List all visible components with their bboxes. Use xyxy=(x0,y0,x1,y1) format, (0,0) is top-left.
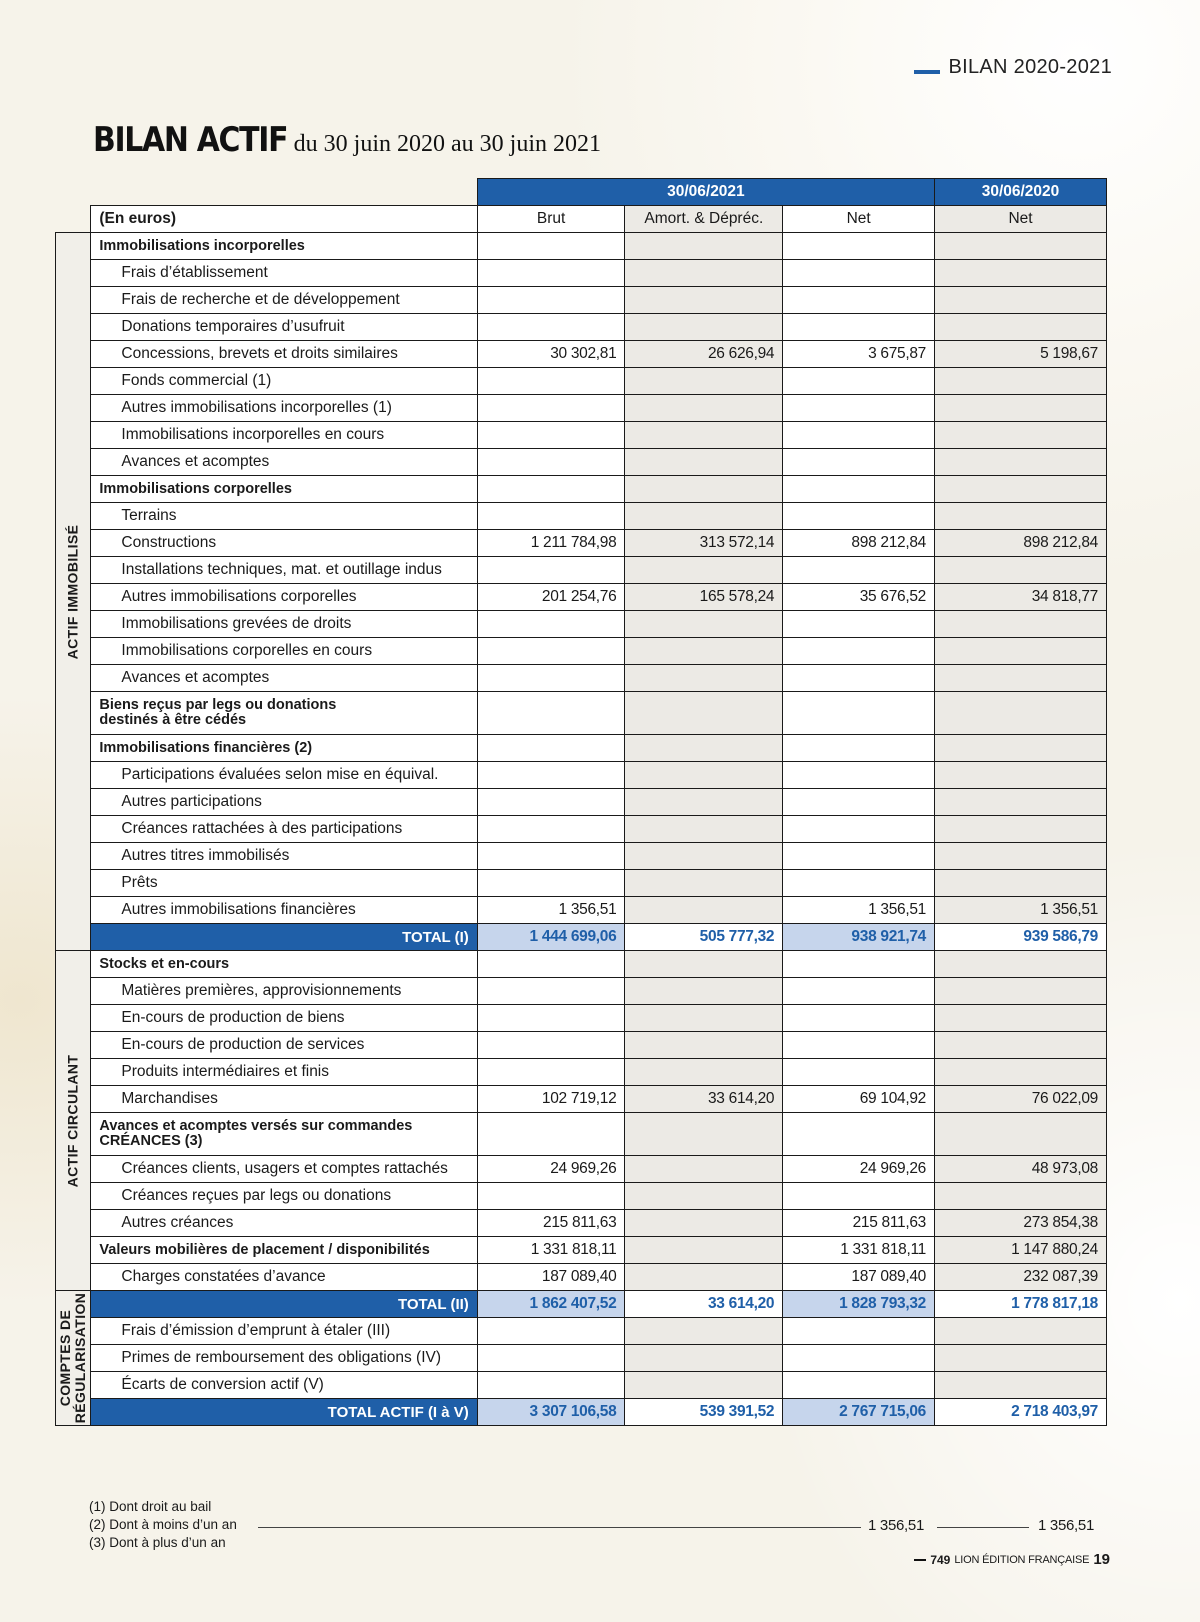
row-label: En-cours de production de biens xyxy=(91,1005,477,1032)
cell-brut xyxy=(477,1318,625,1345)
row-label: Immobilisations incorporelles en cours xyxy=(91,422,477,449)
cell-amort xyxy=(625,368,783,395)
row-label: Fonds commercial (1) xyxy=(91,368,477,395)
row-label: Valeurs mobilières de placement / disponibilités xyxy=(91,1237,477,1264)
cell-net-prev: 76 022,09 xyxy=(935,1086,1107,1113)
cell-net-prev xyxy=(935,1005,1107,1032)
cell-amort xyxy=(625,762,783,789)
row-label: Autres titres immobilisés xyxy=(91,843,477,870)
row-label: Marchandises xyxy=(91,1086,477,1113)
cell-net xyxy=(783,314,935,341)
cell-amort xyxy=(625,1264,783,1291)
cell-brut xyxy=(477,1113,625,1156)
cell-net-prev xyxy=(935,611,1107,638)
row-label: Créances reçues par legs ou donations xyxy=(91,1183,477,1210)
cell-brut: 201 254,76 xyxy=(477,584,625,611)
cell-amort: 33 614,20 xyxy=(625,1086,783,1113)
cell-amort xyxy=(625,1113,783,1156)
table-row xyxy=(56,638,1107,665)
cell-net-prev xyxy=(935,476,1107,503)
cell-net xyxy=(783,762,935,789)
row-label: Stocks et en-cours xyxy=(91,951,477,978)
page-title xyxy=(93,120,601,160)
row-label: Autres immobilisations corporelles xyxy=(91,584,477,611)
row-label: Immobilisations grevées de droits xyxy=(91,611,477,638)
footnote-leader-line-2 xyxy=(937,1527,1029,1528)
cell-net: 1 331 818,11 xyxy=(783,1237,935,1264)
table-row xyxy=(56,287,1107,314)
table-row xyxy=(56,1059,1107,1086)
cell-net-prev xyxy=(935,1113,1107,1156)
cell-amort xyxy=(625,816,783,843)
table-row xyxy=(56,233,1107,260)
cell-net: 1 828 793,32 xyxy=(783,1291,935,1318)
cell-amort: 33 614,20 xyxy=(625,1291,783,1318)
table-row xyxy=(56,368,1107,395)
col-brut-header: Brut xyxy=(477,206,625,233)
cell-net: 938 921,74 xyxy=(783,924,935,951)
cell-amort xyxy=(625,843,783,870)
cell-net xyxy=(783,951,935,978)
row-label: Donations temporaires d’usufruit xyxy=(91,314,477,341)
cell-brut xyxy=(477,503,625,530)
table-row xyxy=(56,1113,1107,1156)
period-header-row xyxy=(56,179,1107,206)
cell-net xyxy=(783,1059,935,1086)
page-footer xyxy=(914,1551,1110,1568)
cell-amort xyxy=(625,395,783,422)
cell-net xyxy=(783,611,935,638)
cell-brut: 1 331 818,11 xyxy=(477,1237,625,1264)
cell-net-prev xyxy=(935,1372,1107,1399)
cell-net-prev xyxy=(935,692,1107,735)
table-row xyxy=(56,314,1107,341)
cell-amort xyxy=(625,735,783,762)
cell-brut: 215 811,63 xyxy=(477,1210,625,1237)
row-label: TOTAL (I) xyxy=(91,924,477,951)
cell-amort xyxy=(625,951,783,978)
table-row xyxy=(56,735,1107,762)
table-row xyxy=(56,789,1107,816)
cell-amort xyxy=(625,789,783,816)
table-row xyxy=(56,476,1107,503)
table-row xyxy=(56,665,1107,692)
page-title-main: BILAN ACTIF xyxy=(93,120,288,160)
cell-amort xyxy=(625,638,783,665)
row-label: Prêts xyxy=(91,870,477,897)
table-row xyxy=(56,1210,1107,1237)
table-row xyxy=(56,1318,1107,1345)
cell-net-prev xyxy=(935,816,1107,843)
cell-amort xyxy=(625,260,783,287)
cell-brut xyxy=(477,233,625,260)
cell-net-prev: 48 973,08 xyxy=(935,1156,1107,1183)
table-row xyxy=(56,762,1107,789)
cell-brut: 3 307 106,58 xyxy=(477,1399,625,1426)
row-label xyxy=(91,1113,477,1156)
cell-amort xyxy=(625,692,783,735)
cell-amort xyxy=(625,503,783,530)
cell-amort xyxy=(625,233,783,260)
cell-brut xyxy=(477,843,625,870)
row-label: Créances rattachées à des participations xyxy=(91,816,477,843)
cell-net xyxy=(783,816,935,843)
row-label: Frais d’émission d’emprunt à étaler (III) xyxy=(91,1318,477,1345)
table-row xyxy=(56,422,1107,449)
col-net-prev-header: Net xyxy=(935,206,1107,233)
cell-net xyxy=(783,1318,935,1345)
row-label xyxy=(91,692,477,735)
cell-amort xyxy=(625,314,783,341)
row-label: Immobilisations corporelles xyxy=(91,476,477,503)
cell-brut xyxy=(477,1032,625,1059)
row-label: Matières premières, approvisionnements xyxy=(91,978,477,1005)
cell-net xyxy=(783,422,935,449)
cell-net-prev xyxy=(935,1183,1107,1210)
row-label: Primes de remboursement des obligations (IV) xyxy=(91,1345,477,1372)
side-label-text-line1: COMPTES DE xyxy=(57,1309,74,1407)
cell-brut xyxy=(477,368,625,395)
cell-amort: 165 578,24 xyxy=(625,584,783,611)
table-row xyxy=(56,449,1107,476)
row-label: Immobilisations corporelles en cours xyxy=(91,638,477,665)
cell-net xyxy=(783,1005,935,1032)
row-label: TOTAL (II) xyxy=(91,1291,477,1318)
side-label-text: ACTIF IMMOBILISÉ xyxy=(64,524,81,659)
cell-amort xyxy=(625,1032,783,1059)
table-row xyxy=(56,1237,1107,1264)
cell-brut xyxy=(477,1372,625,1399)
row-label: Autres immobilisations financières xyxy=(91,897,477,924)
cell-net-prev xyxy=(935,260,1107,287)
cell-net xyxy=(783,843,935,870)
table-row xyxy=(56,1372,1107,1399)
cell-net-prev xyxy=(935,843,1107,870)
footer-dash xyxy=(914,1559,926,1561)
col-net-header: Net xyxy=(783,206,935,233)
cell-net xyxy=(783,395,935,422)
cell-net-prev xyxy=(935,735,1107,762)
cell-amort xyxy=(625,870,783,897)
cell-amort xyxy=(625,557,783,584)
cell-brut xyxy=(477,638,625,665)
row-label: Autres immobilisations incorporelles (1) xyxy=(91,395,477,422)
row-label: Autres participations xyxy=(91,789,477,816)
cell-brut xyxy=(477,611,625,638)
cell-net-prev xyxy=(935,789,1107,816)
table-row xyxy=(56,692,1107,735)
footnote-leader-line xyxy=(258,1527,861,1528)
row-label: TOTAL ACTIF (I à V) xyxy=(91,1399,477,1426)
table-row xyxy=(56,395,1107,422)
cell-amort xyxy=(625,1318,783,1345)
page-number: 19 xyxy=(1093,1551,1110,1568)
row-label: Installations techniques, mat. et outillage indus xyxy=(91,557,477,584)
period-current-header: 30/06/2021 xyxy=(477,179,934,206)
footnotes xyxy=(89,1498,237,1552)
cell-brut xyxy=(477,287,625,314)
col-amort-header: Amort. & Dépréc. xyxy=(625,206,783,233)
cell-amort: 539 391,52 xyxy=(625,1399,783,1426)
section-tag xyxy=(914,56,1112,79)
table-row xyxy=(56,951,1107,978)
cell-amort xyxy=(625,1183,783,1210)
table-row xyxy=(56,1032,1107,1059)
cell-net xyxy=(783,287,935,314)
cell-net: 215 811,63 xyxy=(783,1210,935,1237)
column-header-row xyxy=(56,206,1107,233)
row-label: Écarts de conversion actif (V) xyxy=(91,1372,477,1399)
cell-net: 898 212,84 xyxy=(783,530,935,557)
cell-net-prev xyxy=(935,449,1107,476)
publication-name: LION ÉDITION FRANÇAISE xyxy=(954,1553,1090,1566)
table-row xyxy=(56,530,1107,557)
cell-brut xyxy=(477,762,625,789)
table-row xyxy=(56,870,1107,897)
cell-net xyxy=(783,978,935,1005)
cell-amort: 505 777,32 xyxy=(625,924,783,951)
cell-net-prev xyxy=(935,978,1107,1005)
cell-brut: 1 862 407,52 xyxy=(477,1291,625,1318)
cell-net xyxy=(783,503,935,530)
side-label-text-line2: RÉGULARISATION xyxy=(72,1292,89,1424)
cell-amort xyxy=(625,1156,783,1183)
cell-brut: 102 719,12 xyxy=(477,1086,625,1113)
cell-net xyxy=(783,870,935,897)
cell-brut xyxy=(477,422,625,449)
cell-net xyxy=(783,476,935,503)
row-label-line2: destinés à être cédés xyxy=(99,712,247,728)
row-label: Frais d’établissement xyxy=(91,260,477,287)
cell-brut xyxy=(477,870,625,897)
cell-net: 69 104,92 xyxy=(783,1086,935,1113)
cell-net-prev: 898 212,84 xyxy=(935,530,1107,557)
cell-net xyxy=(783,1372,935,1399)
cell-amort xyxy=(625,1372,783,1399)
table-row xyxy=(56,584,1107,611)
cell-net: 24 969,26 xyxy=(783,1156,935,1183)
total-row xyxy=(56,1291,1107,1318)
issue-number: 749 xyxy=(930,1552,951,1567)
cell-amort xyxy=(625,897,783,924)
cell-net: 35 676,52 xyxy=(783,584,935,611)
row-label: Avances et acomptes xyxy=(91,449,477,476)
cell-brut: 1 211 784,98 xyxy=(477,530,625,557)
side-label-regularisation xyxy=(56,1291,91,1426)
cell-net-prev: 5 198,67 xyxy=(935,341,1107,368)
cell-net-prev xyxy=(935,368,1107,395)
cell-net-prev xyxy=(935,638,1107,665)
row-label: Produits intermédiaires et finis xyxy=(91,1059,477,1086)
table-row xyxy=(56,341,1107,368)
row-label: Frais de recherche et de développement xyxy=(91,287,477,314)
cell-net-prev xyxy=(935,503,1107,530)
cell-brut xyxy=(477,816,625,843)
cell-net xyxy=(783,1345,935,1372)
cell-net xyxy=(783,233,935,260)
cell-brut xyxy=(477,1005,625,1032)
cell-net-prev xyxy=(935,870,1107,897)
cell-brut: 187 089,40 xyxy=(477,1264,625,1291)
cell-net xyxy=(783,789,935,816)
cell-brut xyxy=(477,1345,625,1372)
cell-brut xyxy=(477,735,625,762)
table-row xyxy=(56,978,1107,1005)
total-row xyxy=(56,924,1107,951)
cell-net-prev: 1 147 880,24 xyxy=(935,1237,1107,1264)
cell-brut xyxy=(477,789,625,816)
cell-amort xyxy=(625,1345,783,1372)
cell-brut xyxy=(477,395,625,422)
cell-net: 2 767 715,06 xyxy=(783,1399,935,1426)
total-row xyxy=(56,1399,1107,1426)
row-label: Autres créances xyxy=(91,1210,477,1237)
cell-brut xyxy=(477,314,625,341)
cell-net: 187 089,40 xyxy=(783,1264,935,1291)
table-row xyxy=(56,1264,1107,1291)
cell-amort xyxy=(625,422,783,449)
cell-net-prev xyxy=(935,1032,1107,1059)
cell-brut: 24 969,26 xyxy=(477,1156,625,1183)
cell-net-prev xyxy=(935,1059,1107,1086)
cell-net-prev xyxy=(935,1345,1107,1372)
table-row xyxy=(56,897,1107,924)
cell-net xyxy=(783,368,935,395)
cell-brut: 30 302,81 xyxy=(477,341,625,368)
cell-net-prev xyxy=(935,422,1107,449)
cell-net xyxy=(783,260,935,287)
cell-brut xyxy=(477,951,625,978)
row-label: Concessions, brevets et droits similaires xyxy=(91,341,477,368)
cell-amort xyxy=(625,1237,783,1264)
row-label: Immobilisations financières (2) xyxy=(91,735,477,762)
cell-net-prev xyxy=(935,287,1107,314)
cell-amort: 26 626,94 xyxy=(625,341,783,368)
cell-amort xyxy=(625,287,783,314)
section-tag-text: BILAN 2020-2021 xyxy=(948,56,1112,78)
cell-net-prev xyxy=(935,395,1107,422)
cell-net xyxy=(783,449,935,476)
table-row xyxy=(56,557,1107,584)
side-label-circulant xyxy=(56,951,91,1291)
cell-net-prev xyxy=(935,665,1107,692)
cell-net-prev: 232 087,39 xyxy=(935,1264,1107,1291)
cell-net-prev: 34 818,77 xyxy=(935,584,1107,611)
table-row xyxy=(56,1005,1107,1032)
cell-brut xyxy=(477,978,625,1005)
row-label: Terrains xyxy=(91,503,477,530)
table-row xyxy=(56,611,1107,638)
row-label: Participations évaluées selon mise en équival. xyxy=(91,762,477,789)
footnote-2: (2) Dont à moins d’un an xyxy=(89,1517,237,1532)
period-previous-header: 30/06/2020 xyxy=(935,179,1107,206)
cell-brut xyxy=(477,1183,625,1210)
table-row xyxy=(56,816,1107,843)
cell-net-prev: 2 718 403,97 xyxy=(935,1399,1107,1426)
table-row xyxy=(56,1183,1107,1210)
footnote-2-net-prev: 1 356,51 xyxy=(1038,1517,1094,1534)
unit-label: (En euros) xyxy=(91,206,477,233)
section-tag-bar xyxy=(914,70,940,74)
cell-net xyxy=(783,638,935,665)
cell-brut xyxy=(477,260,625,287)
cell-net: 3 675,87 xyxy=(783,341,935,368)
row-label: Charges constatées d’avance xyxy=(91,1264,477,1291)
cell-net-prev: 939 586,79 xyxy=(935,924,1107,951)
cell-brut xyxy=(477,476,625,503)
table-row xyxy=(56,843,1107,870)
cell-net-prev xyxy=(935,762,1107,789)
cell-amort xyxy=(625,449,783,476)
table-row xyxy=(56,260,1107,287)
row-label: Créances clients, usagers et comptes rattachés xyxy=(91,1156,477,1183)
cell-brut: 1 356,51 xyxy=(477,897,625,924)
footnote-3: (3) Dont à plus d’un an xyxy=(89,1535,226,1550)
side-label-text: ACTIF CIRCULANT xyxy=(64,1054,81,1187)
cell-net xyxy=(783,557,935,584)
cell-net-prev: 1 356,51 xyxy=(935,897,1107,924)
cell-brut xyxy=(477,1059,625,1086)
row-label: En-cours de production de services xyxy=(91,1032,477,1059)
table-row xyxy=(56,1086,1107,1113)
cell-amort xyxy=(625,1210,783,1237)
cell-brut xyxy=(477,692,625,735)
cell-net xyxy=(783,1113,935,1156)
table-row xyxy=(56,503,1107,530)
cell-amort xyxy=(625,1005,783,1032)
cell-brut xyxy=(477,665,625,692)
cell-net xyxy=(783,1183,935,1210)
cell-net: 1 356,51 xyxy=(783,897,935,924)
footnote-1: (1) Dont droit au bail xyxy=(89,1499,212,1514)
cell-net-prev: 1 778 817,18 xyxy=(935,1291,1107,1318)
row-label-line2: CRÉANCES (3) xyxy=(99,1133,203,1149)
row-label-line1: Biens reçus par legs ou donations xyxy=(99,697,337,713)
cell-brut: 1 444 699,06 xyxy=(477,924,625,951)
cell-net xyxy=(783,1032,935,1059)
row-label: Immobilisations incorporelles xyxy=(91,233,477,260)
cell-net-prev xyxy=(935,314,1107,341)
bilan-actif-table xyxy=(55,178,1107,1426)
table-row xyxy=(56,1345,1107,1372)
cell-net-prev xyxy=(935,1318,1107,1345)
cell-amort xyxy=(625,978,783,1005)
side-label-immobilise xyxy=(56,233,91,951)
footnote-2-net: 1 356,51 xyxy=(868,1517,924,1534)
cell-amort: 313 572,14 xyxy=(625,530,783,557)
cell-amort xyxy=(625,665,783,692)
page-title-sub: du 30 juin 2020 au 30 juin 2021 xyxy=(293,131,601,157)
cell-net xyxy=(783,665,935,692)
row-label: Avances et acomptes xyxy=(91,665,477,692)
cell-net-prev xyxy=(935,951,1107,978)
table-row xyxy=(56,1156,1107,1183)
cell-net-prev xyxy=(935,557,1107,584)
cell-amort xyxy=(625,611,783,638)
cell-amort xyxy=(625,1059,783,1086)
row-label-line1: Avances et acomptes versés sur commandes xyxy=(99,1118,413,1134)
cell-net xyxy=(783,735,935,762)
cell-amort xyxy=(625,476,783,503)
cell-net-prev: 273 854,38 xyxy=(935,1210,1107,1237)
row-label: Constructions xyxy=(91,530,477,557)
cell-brut xyxy=(477,449,625,476)
cell-net-prev xyxy=(935,233,1107,260)
cell-brut xyxy=(477,557,625,584)
cell-net xyxy=(783,692,935,735)
